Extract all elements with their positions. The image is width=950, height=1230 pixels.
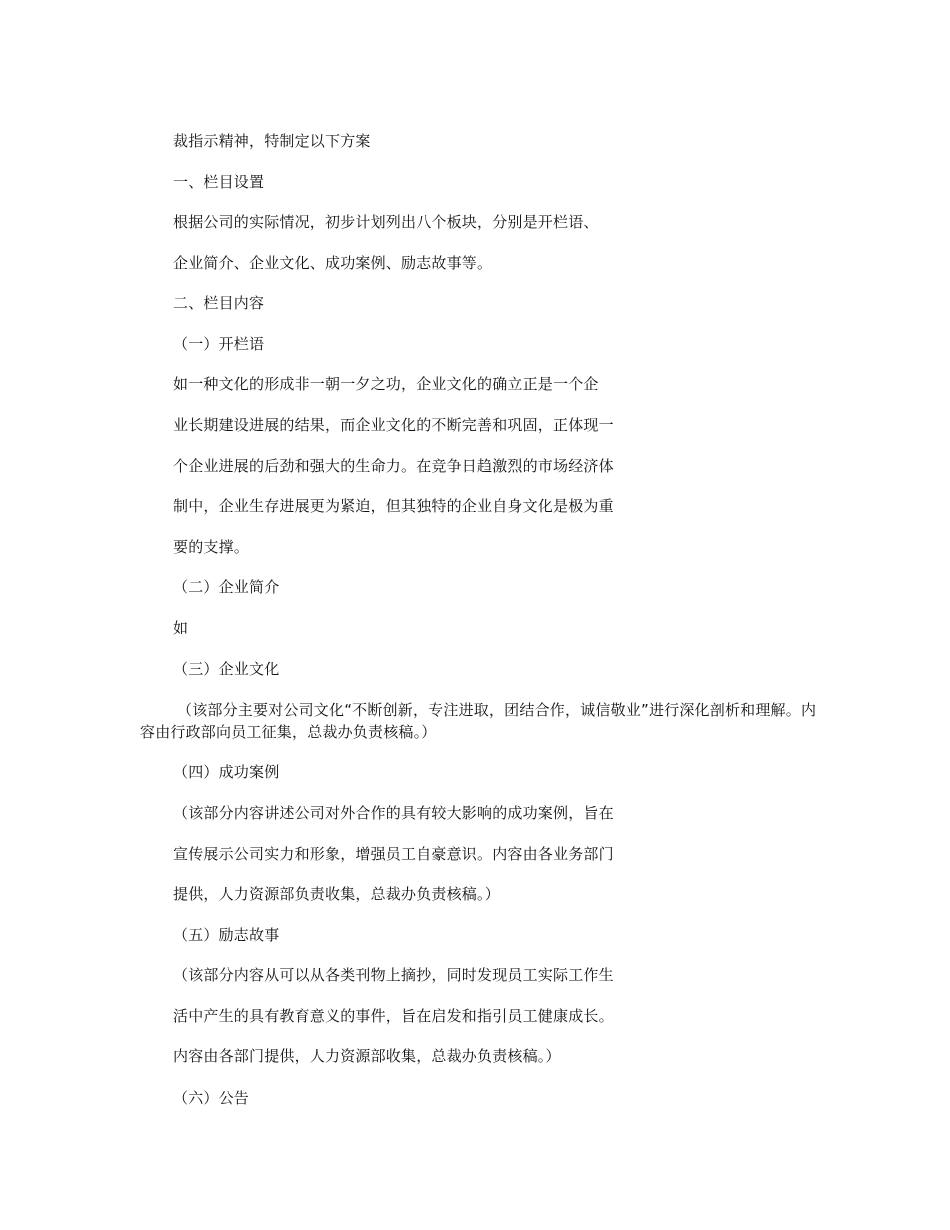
text-line: 宣传展示公司实力和形象，增强员工自豪意识。内容由各业务部门 [173, 845, 614, 863]
text-line: 企业简介、企业文化、成功案例、励志故事等。 [173, 254, 493, 272]
text-line: 裁指示精神，特制定以下方案 [173, 132, 371, 150]
text-line: 活中产生的具有教育意义的事件，旨在启发和指引员工健康成长。 [173, 1007, 614, 1025]
text-line: 如一种文化的形成非一朝一夕之功，企业文化的确立正是一个企 [173, 375, 599, 393]
text-line: 内容由各部门提供，人力资源部收集，总裁办负责核稿。） [173, 1047, 561, 1065]
subsection-heading: （五）励志故事 [173, 926, 280, 944]
paragraph: （该部分主要对公司文化“不断创新，专注进取，团结合作，诚信敬业”进行深化剖析和理解。内容由行政部向员工征集，总裁办负责核稿。） [140, 701, 817, 741]
text-line: 提供，人力资源部负责收集，总裁办负责核稿。） [173, 885, 500, 903]
text-line: 要的支撑。 [173, 538, 250, 556]
section-heading: 一、栏目设置 [173, 173, 265, 191]
text-line: （该部分内容从可以从各类刊物上摘抄，同时发现员工实际工作生 [173, 966, 614, 984]
text-line: （该部分内容讲述公司对外合作的具有较大影响的成功案例，旨在 [173, 804, 614, 822]
subsection-heading: （三）企业文化 [173, 660, 280, 678]
text-line: 根据公司的实际情况，初步计划列出八个板块，分别是开栏语、 [173, 213, 599, 231]
section-heading: 二、栏目内容 [173, 294, 265, 312]
subsection-heading: （四）成功案例 [173, 763, 280, 781]
subsection-heading: （一）开栏语 [173, 335, 265, 353]
text-line: 业长期建设进展的结果，而企业文化的不断完善和巩固，正体现一 [173, 416, 614, 434]
text-line: 个企业进展的后劲和强大的生命力。在竞争日趋激烈的市场经济体 [173, 457, 614, 475]
text-line: 如 [173, 619, 189, 637]
subsection-heading: （二）企业简介 [173, 578, 280, 596]
text-line: 制中，企业生存进展更为紧迫，但其独特的企业自身文化是极为重 [173, 497, 614, 515]
subsection-heading: （六）公告 [173, 1089, 250, 1107]
